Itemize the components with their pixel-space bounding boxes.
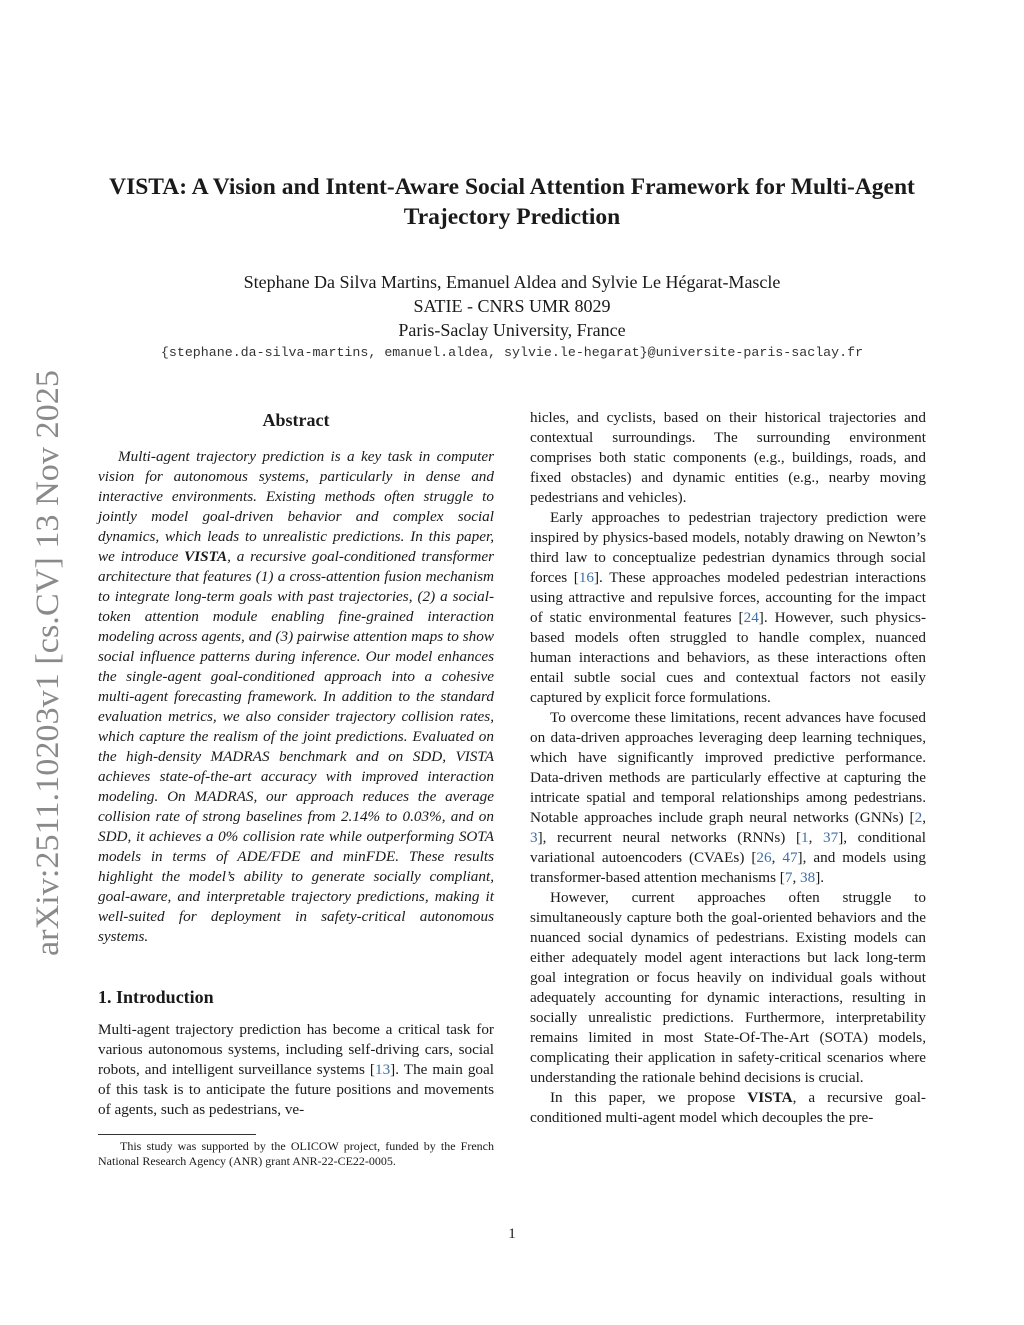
- citation-link[interactable]: 3: [530, 829, 538, 846]
- intro-paragraph-4: However, current approaches often struggle to simultaneously capture both the goal-oriented behaviors and the nuanced social dynamics of pedestrians. Existing models can either adequately model agent interactions but lack long-term goal integration or focus heavily on individual goals without adequately accounting for dynamic interactions, resulting in socially unrealistic predictions. Furthermore, interpretability remains limited in most State-Of-The-Art (SOTA) models, complicating their application in safety-critical scenarios where understanding the rationale behind decisions is crucial.: [530, 889, 926, 1086]
- citation-separator: ,: [792, 869, 801, 886]
- right-column: [530, 408, 926, 1128]
- p3-part-2: ], recurrent neural networks (RNNs) [: [537, 829, 802, 846]
- authors: Stephane Da Silva Martins, Emanuel Aldea and Sylvie Le Hégarat-Mascle: [243, 272, 781, 292]
- citation-link[interactable]: 7: [784, 869, 793, 886]
- abstract-part-2: , a recursive goal-conditioned transformer architecture that features (1) a cross-attention fusion mechanism to integrate long-term goals with past trajectories, (2) a social-token attention module enabling fine-grained interaction modeling across agents, and (3) pairwise attention maps to show social influence patterns during inference. Our model enhances the single-agent goal-conditioned approach into a cohesive multi-agent forecasting framework. In addition to the standard evaluation metrics, we also consider trajectory collision rates, which capture the realism of the joint predictions. Evaluated on the high-density MADRAS benchmark and on SDD, VISTA achieves state-of-the-art accuracy with improved interaction modeling. On MADRAS, our approach reduces the average collision rate of strong baselines from 2.14% to 0.03%, and on SDD, it achieves a 0% collision rate while outperforming SOTA models in terms of ADE/FDE and minFDE. These results highlight the model’s ability to generate socially compliant, goal-aware, and interpretable trajectory predictions, making it well-suited for deployment in safety-critical autonomous systems.: [98, 548, 495, 945]
- citation-separator: ,: [808, 829, 824, 846]
- citation-separator: ,: [771, 849, 783, 866]
- affiliation-university: Paris-Saclay University, France: [398, 320, 626, 340]
- citation-link[interactable]: 13: [374, 1061, 391, 1078]
- intro-paragraph-3: [530, 708, 926, 888]
- abstract-text: [98, 447, 494, 947]
- intro-paragraph-1: [98, 1020, 494, 1120]
- footnote-rule: [98, 1134, 256, 1135]
- citation-link[interactable]: 38: [800, 869, 816, 886]
- title-line-2: Trajectory Prediction: [403, 204, 621, 230]
- page-number: 1: [508, 1226, 516, 1242]
- citation-link[interactable]: 16: [578, 569, 594, 586]
- intro-p1-part-1: Multi-agent trajectory prediction has become a critical task for various autonomous systems, including self-driving cars, social robots, and intelligent surveillance systems [: [98, 1021, 494, 1078]
- citation-link[interactable]: 47: [782, 849, 798, 866]
- p5-part-1: In this paper, we propose: [550, 1089, 748, 1106]
- intro-paragraph-2: [530, 508, 926, 708]
- arxiv-identifier-svg: [26, 368, 66, 958]
- p3-part-3: ], conditional variational autoencoders (CVAEs) [: [530, 829, 927, 866]
- arxiv-identifier-text: arXiv:2511.10203v1 [cs.CV] 13 Nov 2025: [30, 390, 66, 956]
- citation-link[interactable]: 26: [756, 849, 772, 866]
- citation-link[interactable]: 1: [801, 829, 809, 846]
- section-heading-introduction: 1. Introduction: [98, 987, 214, 1007]
- title-line-1: VISTA: A Vision and Intent-Aware Social Attention Framework for Multi-Agent: [109, 174, 915, 200]
- footnote: This study was supported by the OLICOW project, funded by the French National Research Agency (ANR) grant ANR-22-CE22-0005.: [98, 1139, 494, 1168]
- intro-p1-part-2: ]. The main goal of this task is to anticipate the future positions and movements of agents, such as pedestrians, ve-: [98, 1061, 494, 1118]
- citation-separator: ,: [922, 809, 926, 826]
- author-block: [70, 270, 954, 342]
- p3-part-1: To overcome these limitations, recent advances have focused on data-driven approaches leveraging deep learning techniques, which have significantly improved predictive performance. Data-driven methods are particularly effective at capturing the intricate spatial and temporal relationships among pedestrians. Notable approaches include graph neural networks (GNNs) [: [530, 709, 926, 826]
- left-column: [98, 408, 494, 1169]
- author-emails: {stephane.da-silva-martins, emanuel.aldea, sylvie.le-hegarat}@universite-paris-saclay.fr: [160, 345, 864, 360]
- citation-link[interactable]: 37: [823, 829, 839, 846]
- intro-paragraph-5: [530, 1088, 926, 1128]
- p5-model-name: VISTA: [747, 1089, 793, 1106]
- paper-title: [70, 172, 954, 232]
- abstract-heading: Abstract: [262, 410, 330, 430]
- p3-part-4: ], and models using transformer-based attention mechanisms [: [530, 849, 926, 886]
- p2-part-3: ]. However, such physics-based models often struggled to handle complex, nuanced human interactions and behaviors, as these interactions often entail subtle social cues and contextual factors not easily captured by explicit force formulations.: [530, 609, 927, 706]
- p2-part-2: ]. These approaches modeled pedestrian interactions using attractive and repulsive forces, accounting for the impact of static environmental features [: [530, 569, 926, 626]
- p3-part-5: ].: [815, 869, 825, 886]
- p2-part-1: Early approaches to pedestrian trajectory prediction were inspired by physics-based models, notably drawing on Newton’s third law to conceptualize pedestrian dynamics through social forces [: [530, 509, 926, 586]
- p5-part-2: , a recursive goal-conditioned multi-agent model which decouples the pre-: [530, 1089, 926, 1126]
- affiliation-lab: SATIE - CNRS UMR 8029: [413, 296, 611, 316]
- abstract-part-1: Multi-agent trajectory prediction is a key task in computer vision for autonomous systems, particularly in dense and interactive environments. Existing methods often struggle to jointly model goal-driven behavior and complex social dynamics, which leads to unrealistic predictions. In this paper, we introduce: [98, 448, 494, 565]
- arxiv-identifier: [26, 368, 66, 958]
- intro-paragraph-1-continued: hicles, and cyclists, based on their historical trajectories and contextual surroundings. The surrounding environment comprises both static components (e.g., buildings, roads, and fixed obstacles) and dynamic entities (e.g., nearby moving pedestrians and vehicles).: [530, 409, 926, 506]
- citation-link[interactable]: 2: [914, 809, 923, 826]
- abstract-model-name: VISTA: [184, 548, 228, 565]
- citation-link[interactable]: 24: [743, 609, 759, 626]
